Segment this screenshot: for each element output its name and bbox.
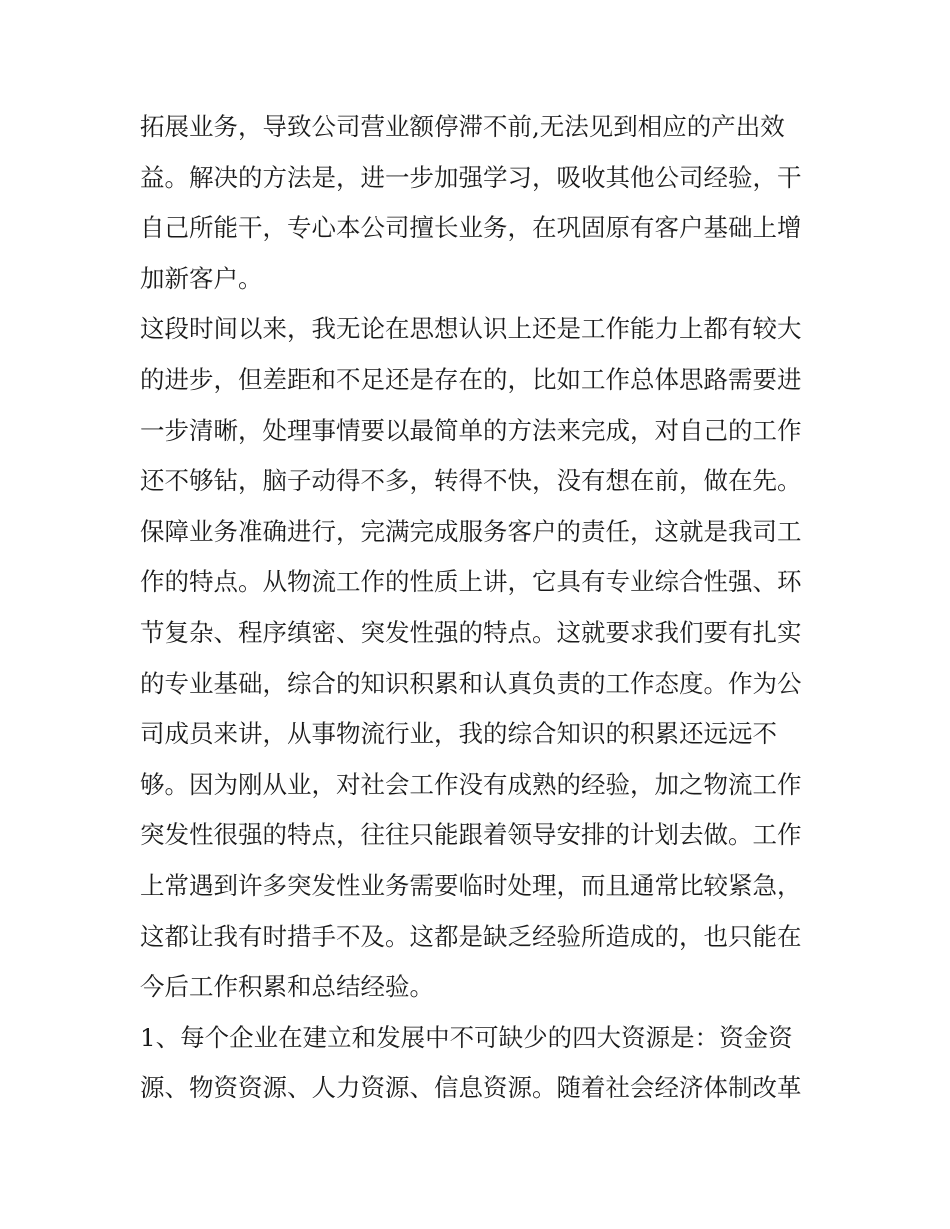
text-line: 这都让我有时措手不及。这都是缺乏经验所造成的，也只能在 — [140, 921, 802, 951]
text-line: 源、物资资源、人力资源、信息资源。随着社会经济体制改革 — [140, 1073, 802, 1103]
text-line: 1、每个企业在建立和发展中不可缺少的四大资源是：资金资 — [140, 1022, 793, 1052]
text-line: 自己所能干，专心本公司擅长业务，在巩固原有客户基础上增 — [140, 213, 802, 243]
text-line: 上常遇到许多突发性业务需要临时处理，而且通常比较紧急， — [140, 870, 802, 900]
text-line: 作的特点。从物流工作的性质上讲，它具有专业综合性强、环 — [140, 567, 802, 597]
text-line: 司成员来讲，从事物流行业，我的综合知识的积累还远远不 — [140, 719, 777, 749]
text-line: 够。因为刚从业，对社会工作没有成熟的经验，加之物流工作 — [140, 769, 802, 799]
text-line: 拓展业务，导致公司营业额停滞不前,无法见到相应的产出效 — [140, 112, 785, 141]
text-line: 突发性很强的特点，往往只能跟着领导安排的计划去做。工作 — [140, 820, 802, 850]
text-line: 的专业基础，综合的知识积累和认真负责的工作态度。作为公 — [140, 668, 802, 698]
text-line: 一步清晰，处理事情要以最简单的方法来完成，对自己的工作 — [140, 415, 802, 445]
text-line: 加新客户。 — [140, 263, 263, 293]
text-line: 还不够钻，脑子动得不多，转得不快，没有想在前，做在先。 — [140, 466, 802, 496]
text-line: 这段时间以来，我无论在思想认识上还是工作能力上都有较大 — [140, 314, 802, 344]
text-line: 节复杂、程序缜密、突发性强的特点。这就要求我们要有扎实 — [140, 617, 802, 647]
text-line: 今后工作积累和总结经验。 — [140, 972, 434, 1002]
text-line: 益。解决的方法是，进一步加强学习，吸收其他公司经验，干 — [140, 162, 802, 192]
text-line: 保障业务准确进行，完满完成服务客户的责任，这就是我司工 — [140, 516, 802, 546]
body-text — [140, 102, 812, 1114]
text-line: 的进步，但差距和不足还是存在的，比如工作总体思路需要进 — [140, 364, 802, 394]
